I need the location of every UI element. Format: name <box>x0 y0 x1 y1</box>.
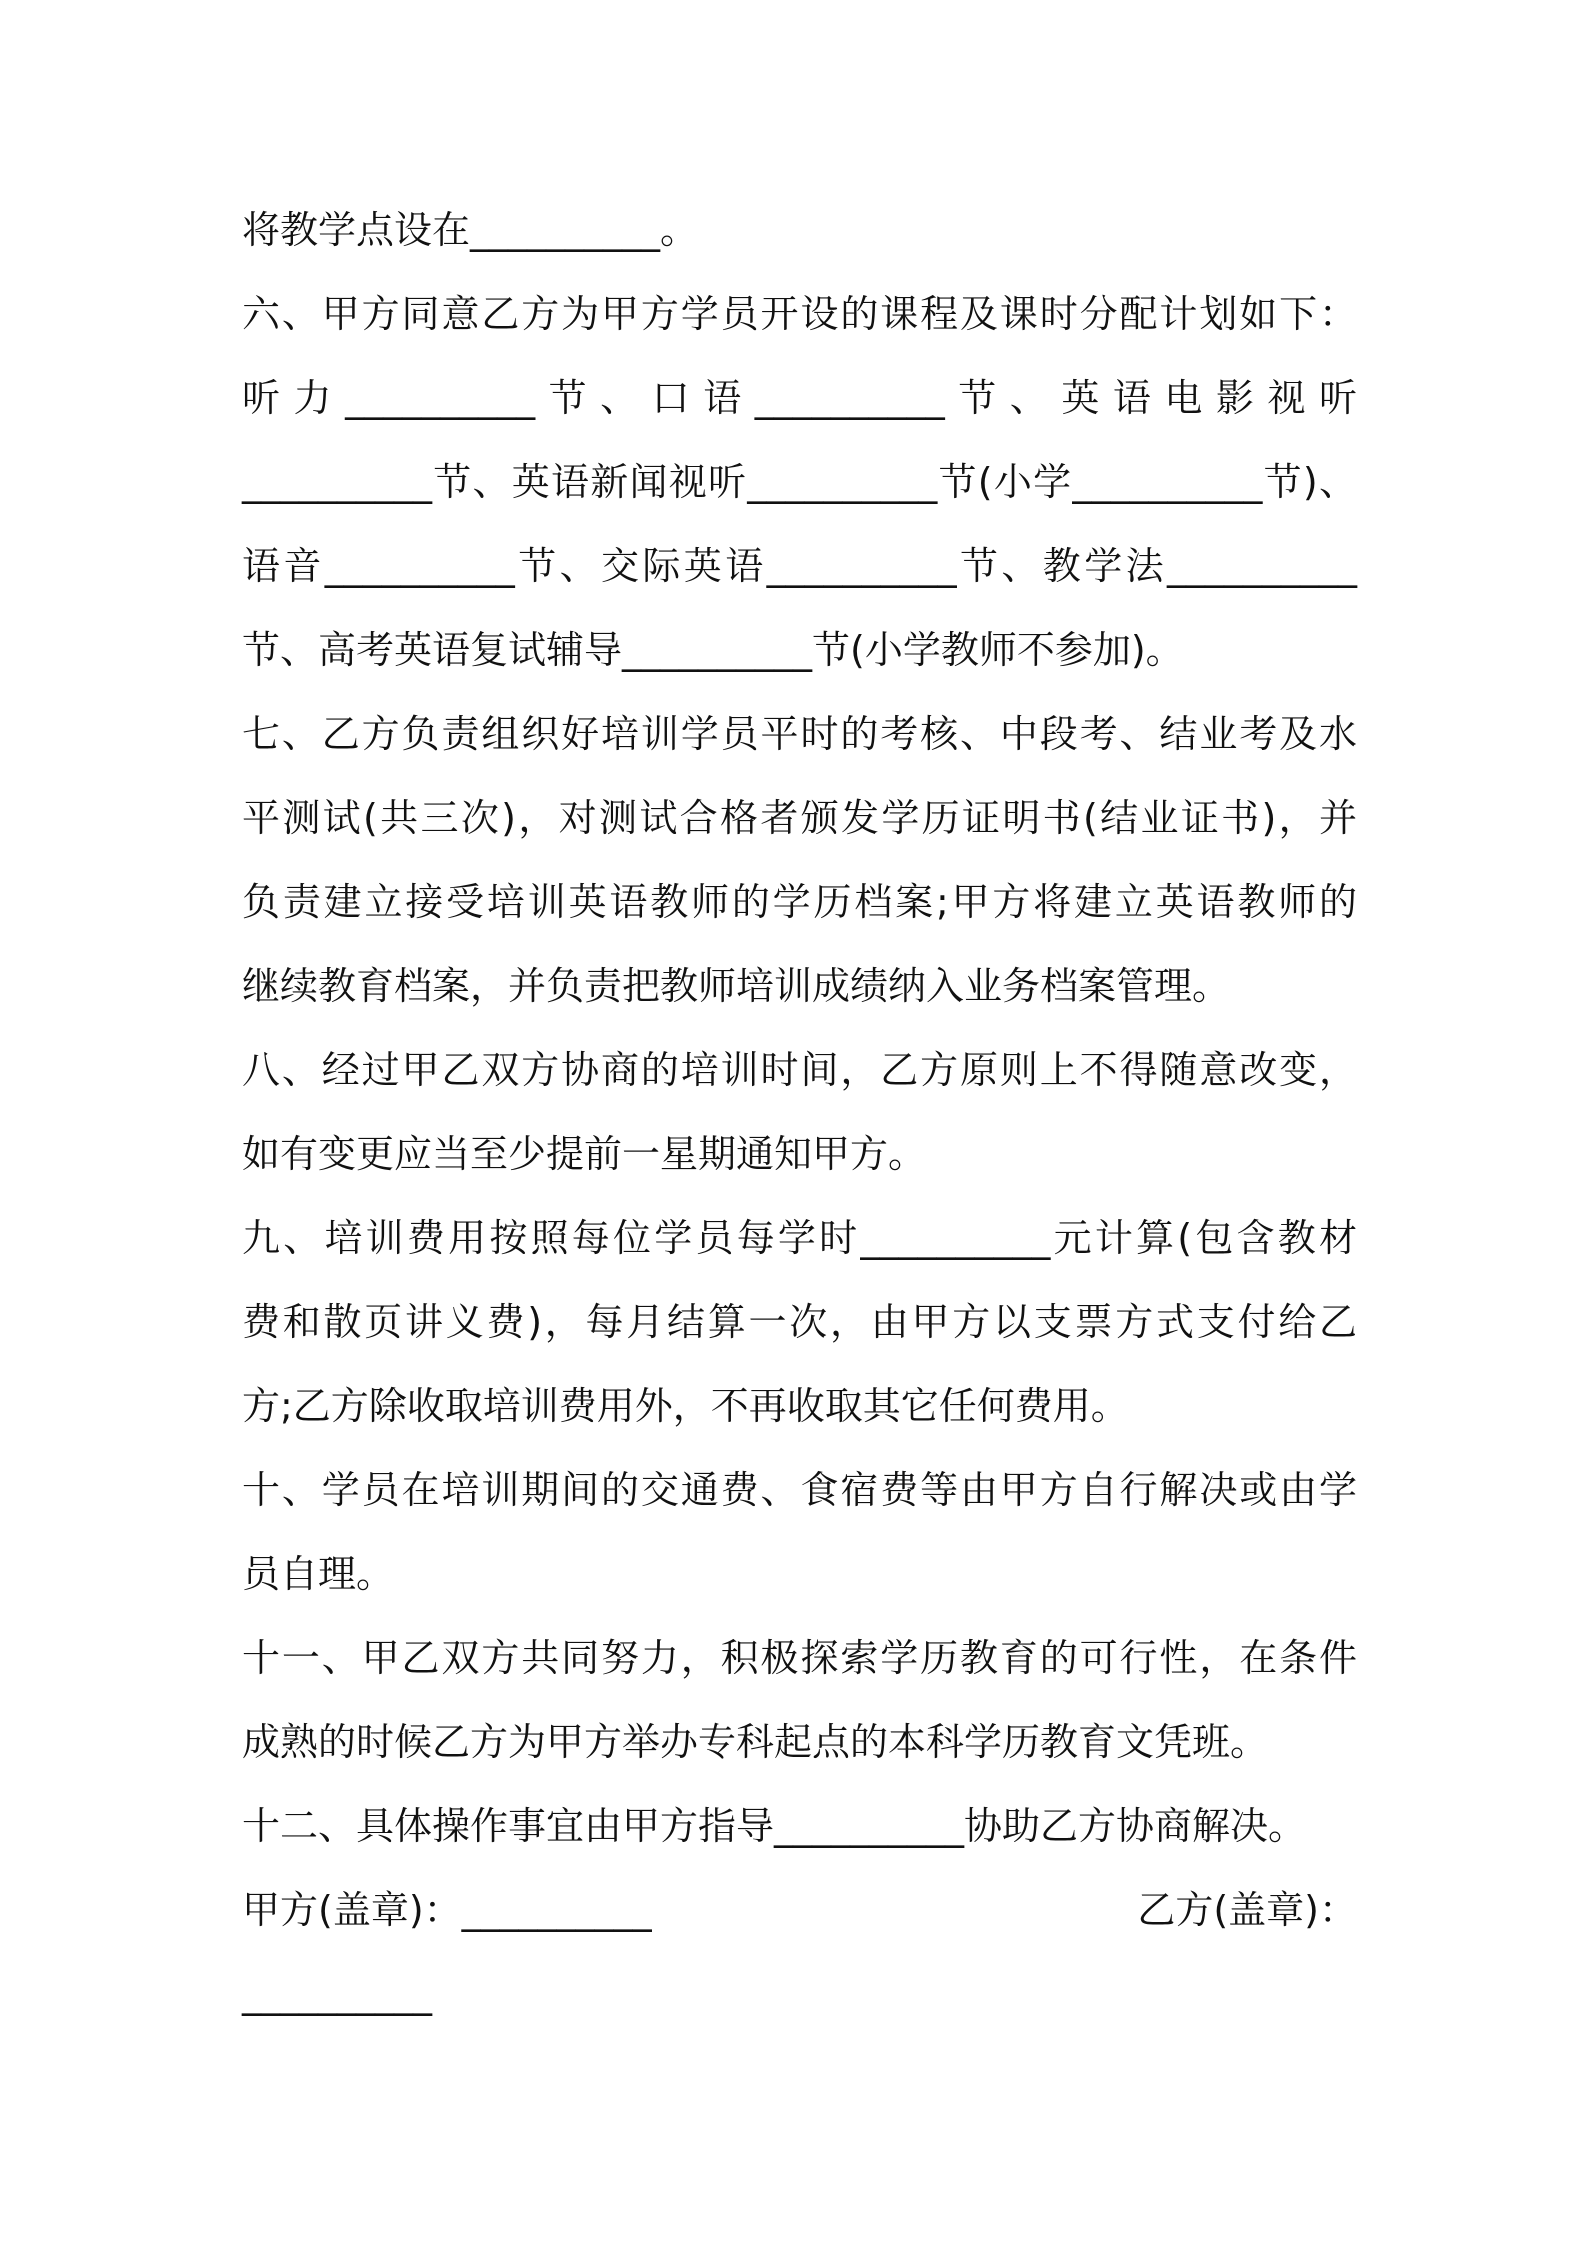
document-page <box>242 0 1357 2244</box>
text-line: 将教学点设在__________。 <box>242 208 699 252</box>
text-line: 继续教育档案，并负责把教师培训成绩纳入业务档案管理。 <box>242 964 1231 1008</box>
party-b-signature: 乙方(盖章)： <box>1137 1888 1357 1932</box>
text-line: 十、学员在培训期间的交通费、食宿费等由甲方自行解决或由学 <box>242 1468 1357 1512</box>
party-a-signature: 甲方(盖章)：__________ <box>242 1888 652 1932</box>
text-line: 八、经过甲乙双方协商的培训时间，乙方原则上不得随意改变， <box>242 1048 1357 1092</box>
text-line: 听力__________节、口语__________节、英语电影视听 <box>242 376 1357 420</box>
text-line: 六、甲方同意乙方为甲方学员开设的课程及课时分配计划如下： <box>242 292 1357 336</box>
text-line: 员自理。 <box>242 1552 395 1596</box>
text-line: 成熟的时候乙方为甲方举办专科起点的本科学历教育文凭班。 <box>242 1720 1269 1764</box>
text-line: 九、培训费用按照每位学员每学时__________元计算(包含教材 <box>242 1216 1357 1260</box>
text-line: 方;乙方除收取培训费用外，不再收取其它任何费用。 <box>242 1384 1129 1428</box>
text-line: 十一、甲乙双方共同努力，积极探索学历教育的可行性，在条件 <box>242 1636 1357 1680</box>
text-line: 费和散页讲义费)，每月结算一次，由甲方以支票方式支付给乙 <box>242 1300 1357 1344</box>
party-b-signature-blank: __________ <box>242 1972 432 2016</box>
text-line: 语音__________节、交际英语__________节、教学法__________ <box>242 544 1357 588</box>
text-line: 如有变更应当至少提前一星期通知甲方。 <box>242 1132 927 1176</box>
text-line: 节、高考英语复试辅导__________节(小学教师不参加)。 <box>242 628 1184 672</box>
text-line: 平测试(共三次)，对测试合格者颁发学历证明书(结业证书)，并 <box>242 796 1357 840</box>
text-line: 负责建立接受培训英语教师的学历档案;甲方将建立英语教师的 <box>242 880 1357 924</box>
text-line: 七、乙方负责组织好培训学员平时的考核、中段考、结业考及水 <box>242 712 1357 756</box>
text-line: __________节、英语新闻视听__________节(小学__________节)、 <box>242 460 1357 504</box>
text-line: 十二、具体操作事宜由甲方指导__________协助乙方协商解决。 <box>242 1804 1307 1848</box>
